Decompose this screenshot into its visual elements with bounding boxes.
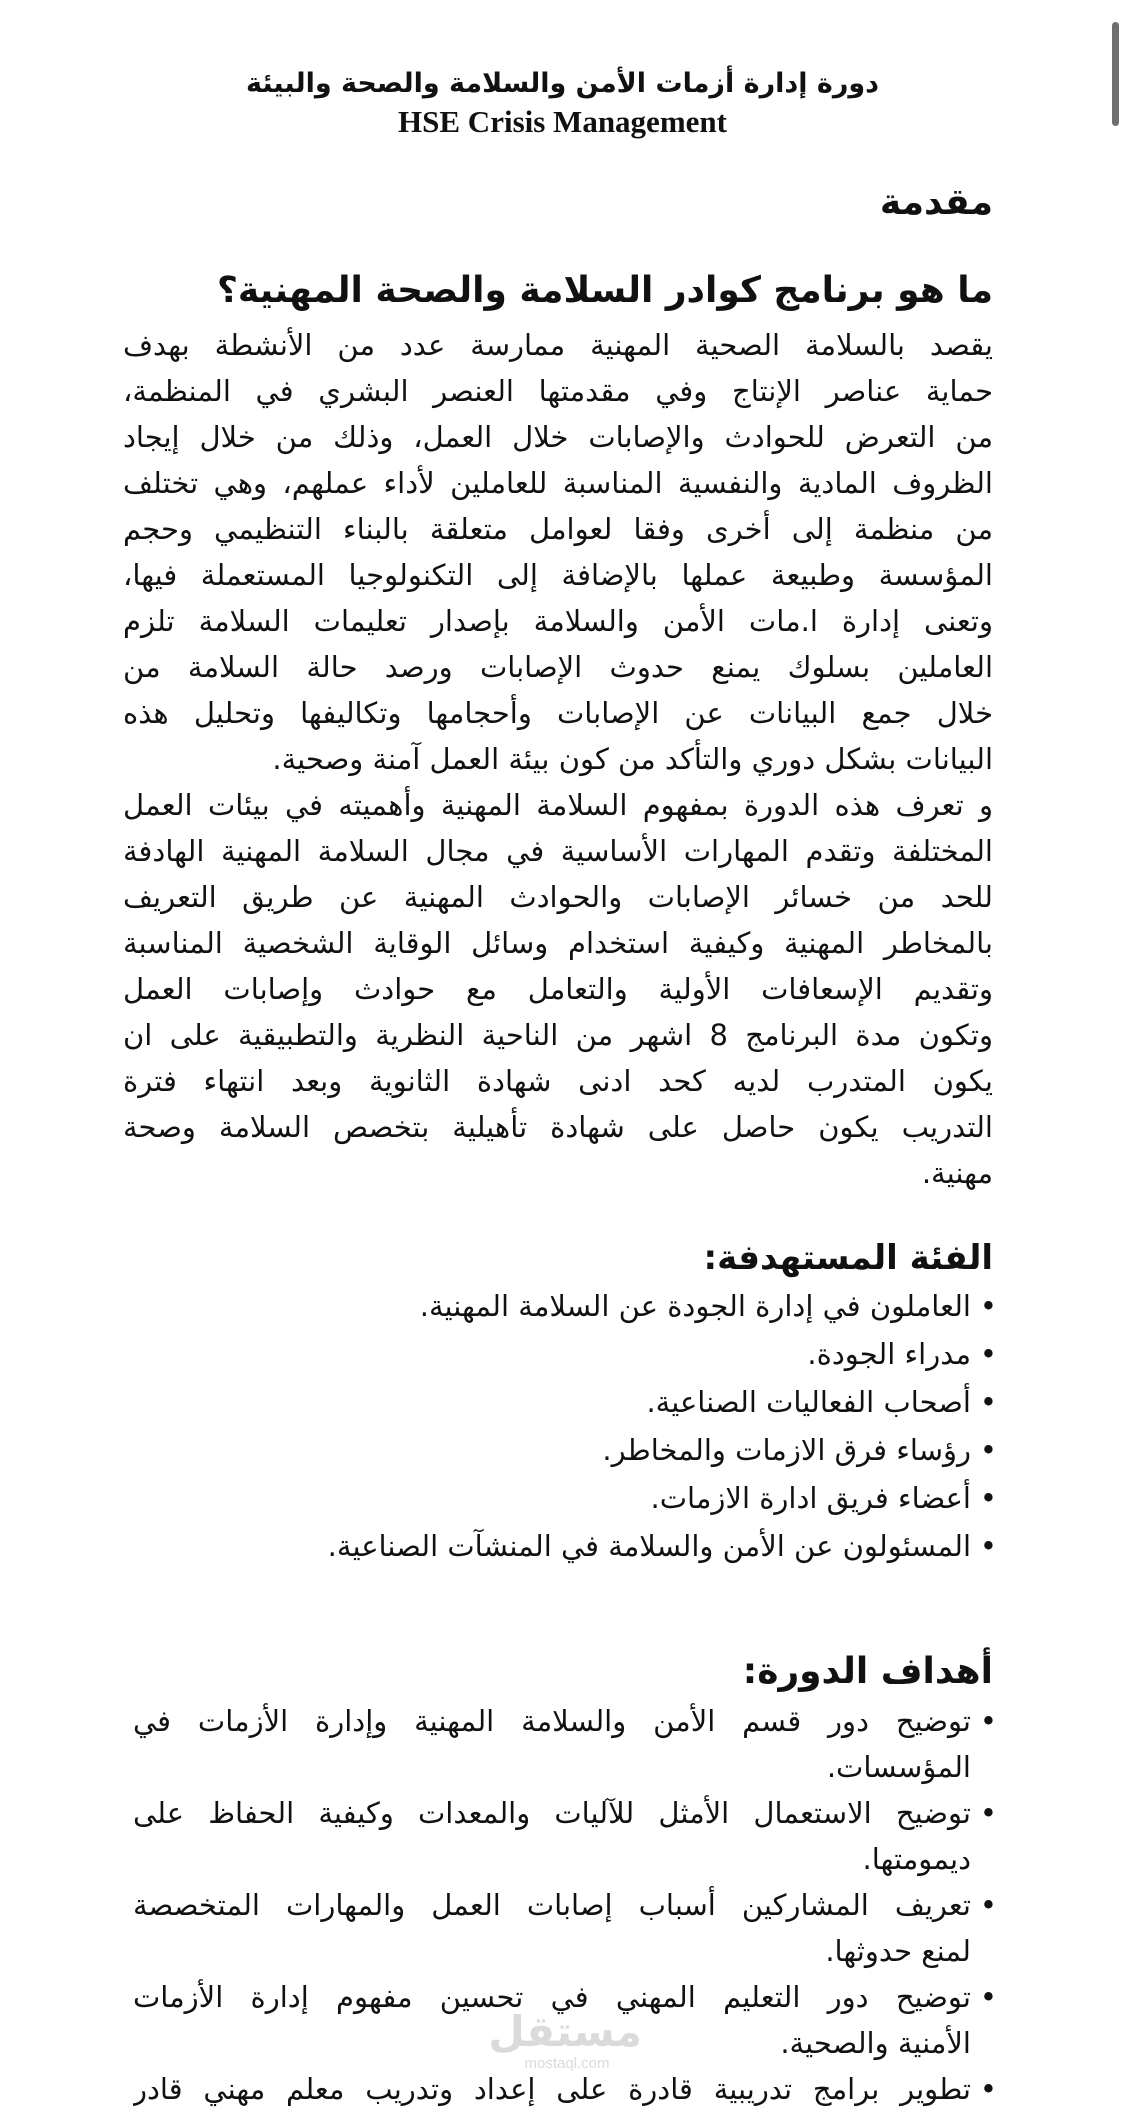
list-item: • مدراء الجودة. — [113, 1330, 993, 1378]
list-item: • أصحاب الفعاليات الصناعية. — [113, 1378, 993, 1426]
goal-line: • توضيح دور التعليم المهني في تحسين مفهوم إدارة الأزمات — [133, 1980, 971, 2014]
paragraph-line: وتقديم الإسعافات الأولية والتعامل مع حوادث وإصابات العمل — [123, 972, 993, 1006]
list-item: • أعضاء فريق ادارة الازمات. — [113, 1474, 993, 1522]
question-heading: ما هو برنامج كوادر السلامة والصحة المهنية؟ — [216, 270, 993, 311]
list-item — [133, 1790, 993, 1882]
list-item: • المسئولون عن الأمن والسلامة في المنشآت الصناعية. — [113, 1522, 993, 1570]
paragraph-line: للحد من خسائر الإصابات والحوادث المهنية عن طريق التعريف — [123, 880, 993, 914]
paragraph-line: من التعرض للحوادث والإصابات خلال العمل، وذلك من خلال إيجاد — [123, 420, 993, 454]
paragraph-line: حماية عناصر الإنتاج وفي مقدمتها العنصر البشري في المنظمة، — [123, 374, 993, 408]
list-item: • العاملون في إدارة الجودة عن السلامة المهنية. — [113, 1282, 993, 1330]
paragraph-line: الظروف المادية والنفسية المناسبة للعاملين لأداء عملهم، وهي تختلف — [123, 466, 993, 500]
goal-line: • توضيح الاستعمال الأمثل للآليات والمعدات وكيفية الحفاظ على — [133, 1796, 971, 1830]
watermark-english: mostaql.com — [524, 2055, 610, 2072]
paragraph-line: بالمخاطر المهنية وكيفية استخدام وسائل الوقاية الشخصية المناسبة — [123, 926, 993, 960]
goal-line: • تطوير برامج تدريبية قادرة على إعداد وتدريب معلم مهني قادر — [133, 2072, 971, 2106]
course-goals-heading: أهداف الدورة: — [742, 1651, 993, 1692]
list-item — [133, 1882, 993, 1974]
goal-line: الأمنية والصحية. — [780, 2026, 971, 2060]
goal-line: لمنع حدوثها. — [825, 1934, 971, 1968]
paragraph-line: التدريب يكون حاصل على شهادة تأهيلية بتخصص السلامة وصحة — [123, 1110, 993, 1144]
paragraph-line: وتكون مدة البرنامج 8 اشهر من الناحية النظرية والتطبيقية على ان — [123, 1018, 993, 1052]
paragraph-line: العاملين بسلوك يمنع حدوث الإصابات ورصد حالة السلامة من — [123, 650, 993, 684]
paragraph-line: وتعنى إدارة ا.مات الأمن والسلامة بإصدار تعليمات السلامة تلزم — [123, 604, 993, 638]
paragraph-line: يقصد بالسلامة الصحية المهنية ممارسة عدد من الأنشطة بهدف — [123, 328, 993, 362]
paragraph-line: من منظمة إلى أخرى وفقا لعوامل متعلقة بالبناء التنظيمي وحجم — [123, 512, 993, 546]
goal-line: • تعريف المشاركين أسباب إصابات العمل والمهارات المتخصصة — [133, 1888, 971, 1922]
goal-line: • توضيح دور قسم الأمن والسلامة المهنية وإدارة الأزمات في — [133, 1704, 971, 1738]
paragraph-line: و تعرف هذه الدورة بمفهوم السلامة المهنية وأهميته في بيئات العمل — [123, 788, 993, 822]
goal-line: المؤسسات. — [826, 1750, 971, 1784]
paragraph-line: يكون المتدرب لديه كحد ادنى شهادة الثانوية وبعد انتهاء فترة — [123, 1064, 993, 1098]
target-audience-heading: الفئة المستهدفة: — [703, 1238, 993, 1278]
paragraph-line: مهنية. — [921, 1156, 993, 1190]
paragraph-line: البيانات بشكل دوري والتأكد من كون بيئة العمل آمنة وصحية. — [272, 742, 993, 776]
watermark-logo — [488, 2007, 642, 2072]
paragraph-line: المختلفة وتقدم المهارات الأساسية في مجال السلامة المهنية الهادفة — [123, 834, 993, 868]
intro-heading: مقدمة — [879, 182, 993, 223]
header-title-english: HSE Crisis Management — [398, 104, 727, 139]
paragraph-line: خلال جمع البيانات عن الإصابات وأحجامها وتكاليفها وتحليل هذه — [123, 696, 993, 730]
list-item: • رؤساء فرق الازمات والمخاطر. — [113, 1426, 993, 1474]
list-item — [133, 2066, 993, 2112]
intro-paragraph — [123, 322, 993, 1196]
target-audience-list — [113, 1282, 993, 1570]
paragraph-line: المؤسسة وطبيعة عملها بالإضافة إلى التكنولوجيا المستعملة فيها، — [123, 558, 993, 592]
header-title-arabic: دورة إدارة أزمات الأمن والسلامة والصحة والبيئة — [246, 68, 879, 99]
watermark-arabic: مستقل — [488, 2007, 642, 2056]
goal-line: ديمومتها. — [862, 1842, 971, 1876]
list-item — [133, 1698, 993, 1790]
